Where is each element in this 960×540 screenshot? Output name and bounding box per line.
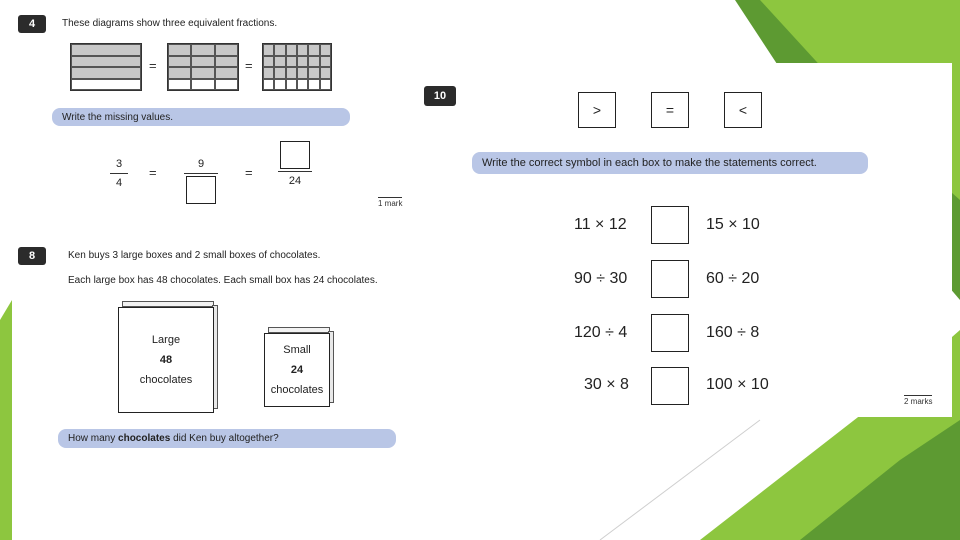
symbol-equals: = xyxy=(651,92,689,128)
q4-text: These diagrams show three equivalent fractions. xyxy=(62,18,278,29)
q10-instruction-bar: Write the correct symbol in each box to make the statements correct. xyxy=(472,152,868,174)
large-box-label: Large xyxy=(151,334,181,346)
left-worksheet-panel xyxy=(12,5,424,458)
fraction-diagram-2 xyxy=(167,43,239,91)
statement-1-answer-box[interactable] xyxy=(651,206,689,244)
diagram-cell xyxy=(71,56,141,68)
equals-sign: = xyxy=(245,165,253,180)
equals-sign: = xyxy=(149,165,157,180)
diagram-cell xyxy=(71,79,141,91)
answer-box-denominator[interactable] xyxy=(186,176,216,204)
fraction-three-quarters xyxy=(110,157,128,190)
statement-3-answer-box[interactable] xyxy=(651,314,689,352)
small-box-count: 24 xyxy=(290,364,304,376)
large-box-unit: chocolates xyxy=(139,374,193,386)
q10-mark-label: 2 marks xyxy=(904,397,933,406)
statement-4-answer-box[interactable] xyxy=(651,367,689,405)
diagram-cell xyxy=(71,67,141,79)
fraction-diagram-3 xyxy=(262,43,332,91)
q4-mark-label: 1 mark xyxy=(378,199,403,208)
question-number-8: 8 xyxy=(18,247,46,265)
fraction-numerator: 3 xyxy=(115,158,123,170)
q8-line2: Each large box has 48 chocolates. Each small box has 24 chocolates. xyxy=(68,275,378,286)
statement-1-right: 15 × 10 xyxy=(706,216,760,233)
equals-sign: = xyxy=(245,58,253,73)
small-box-label: Small xyxy=(283,344,311,356)
question-number-10: 10 xyxy=(424,86,456,106)
answer-box-numerator[interactable] xyxy=(280,141,310,169)
statement-4-left: 30 × 8 xyxy=(584,376,629,393)
statement-2-left: 90 ÷ 30 xyxy=(574,270,628,287)
large-box-count: 48 xyxy=(159,354,173,366)
symbol-greater-than: > xyxy=(578,92,616,128)
question-number-4: 4 xyxy=(18,15,46,33)
small-box-unit: chocolates xyxy=(270,384,324,396)
equals-sign: = xyxy=(149,58,157,73)
q8-line1: Ken buys 3 large boxes and 2 small boxes of chocolates. xyxy=(68,250,321,261)
symbol-less-than: < xyxy=(724,92,762,128)
fraction-blank-over-24 xyxy=(278,141,312,188)
q4-instruction-bar: Write the missing values. xyxy=(52,108,350,126)
fraction-numerator: 9 xyxy=(197,158,205,170)
large-chocolate-box xyxy=(118,301,218,413)
statement-3-left: 120 ÷ 4 xyxy=(574,324,628,341)
small-chocolate-box xyxy=(264,327,334,407)
statement-2-right: 60 ÷ 20 xyxy=(706,270,760,287)
statement-2-answer-box[interactable] xyxy=(651,260,689,298)
statement-1-left: 11 × 12 xyxy=(574,216,627,233)
fraction-diagram-1 xyxy=(70,43,142,91)
q8-instruction-bar: How many chocolates did Ken buy altogether? xyxy=(58,429,396,448)
statement-4-right: 100 × 10 xyxy=(706,376,769,393)
fraction-nine-over-blank xyxy=(184,157,218,204)
diagram-cell xyxy=(71,44,141,56)
fraction-denominator: 4 xyxy=(115,177,123,189)
green-shape-left-edge xyxy=(0,300,12,540)
fraction-denominator: 24 xyxy=(288,175,302,187)
statement-3-right: 160 ÷ 8 xyxy=(706,324,760,341)
right-worksheet-panel xyxy=(433,63,952,417)
